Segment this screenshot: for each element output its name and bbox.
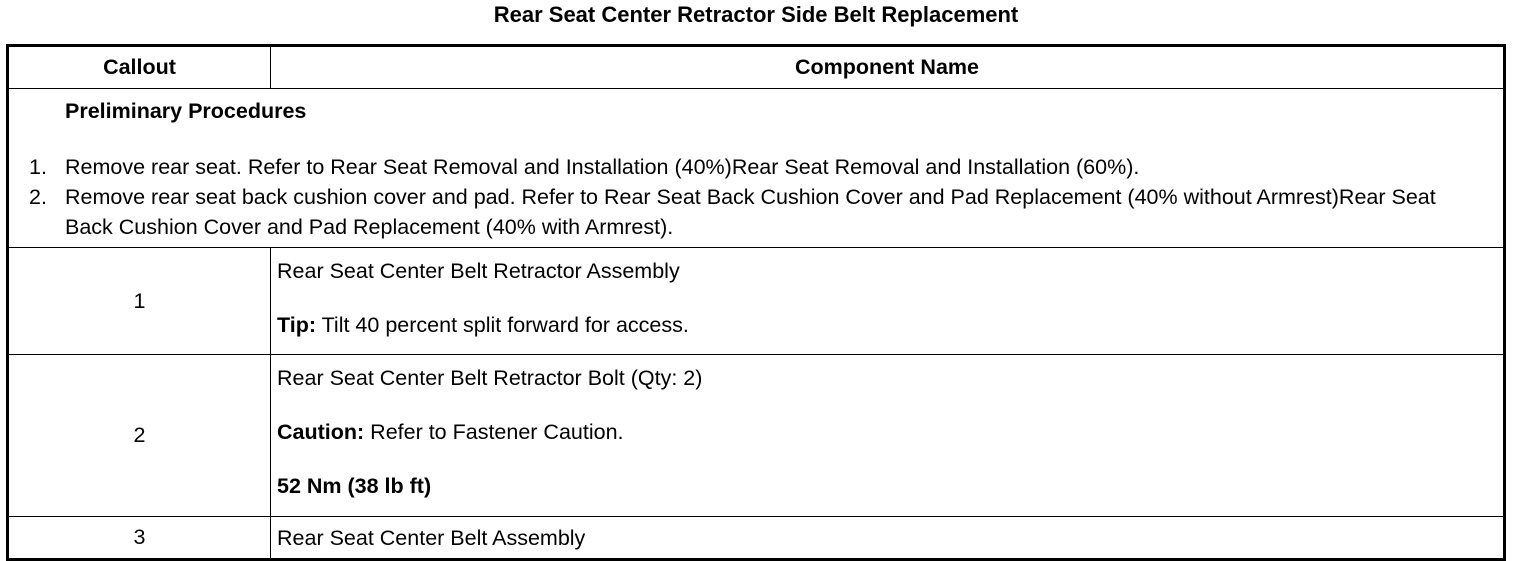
preliminary-procedures-row	[8, 89, 1505, 248]
caution-text: Refer to Fastener Caution.	[364, 420, 624, 444]
preliminary-step	[9, 152, 1503, 182]
callout-cell: 3	[8, 517, 271, 560]
step-text: Remove rear seat back cushion cover and pad. Refer to Rear Seat Back Cushion Cover and Pad Replacement (40% without Armrest)Rear Seat Back Cushion Cover and Pad Replacement (40% with Armrest).	[65, 185, 1436, 239]
step-number: 2.	[29, 185, 47, 209]
component-name-cell	[271, 355, 1505, 517]
column-header-component-name: Component Name	[271, 46, 1505, 89]
component-name-cell	[271, 248, 1505, 355]
table-header-row	[8, 46, 1505, 89]
step-number: 1.	[29, 155, 47, 179]
callout-cell: 2	[8, 355, 271, 517]
procedure-table	[6, 44, 1506, 561]
table-row	[8, 248, 1505, 355]
caution-label: Caution:	[277, 420, 365, 444]
preliminary-procedures-cell	[8, 89, 1505, 248]
torque-spec: 52 Nm (38 lb ft)	[277, 474, 432, 498]
tip-text: Tilt 40 percent split forward for access.	[316, 313, 689, 337]
tip-note	[277, 312, 1503, 338]
preliminary-step	[9, 182, 1503, 242]
component-name: Rear Seat Center Belt Retractor Assembly	[277, 259, 680, 283]
caution-note	[277, 419, 1503, 445]
callout-cell: 1	[8, 248, 271, 355]
component-name-cell: Rear Seat Center Belt Assembly	[271, 517, 1505, 560]
component-name: Rear Seat Center Belt Retractor Bolt (Qty: 2)	[277, 366, 703, 390]
step-text: Remove rear seat. Refer to Rear Seat Removal and Installation (40%)Rear Seat Removal and Installation (60%).	[65, 155, 1140, 179]
table-row	[8, 517, 1505, 560]
column-header-callout: Callout	[8, 46, 271, 89]
page-title: Rear Seat Center Retractor Side Belt Replacement	[493, 2, 1019, 27]
preliminary-steps-list	[9, 152, 1503, 242]
tip-label: Tip:	[277, 313, 317, 337]
table-row	[8, 355, 1505, 517]
preliminary-procedures-heading: Preliminary Procedures	[65, 99, 307, 123]
